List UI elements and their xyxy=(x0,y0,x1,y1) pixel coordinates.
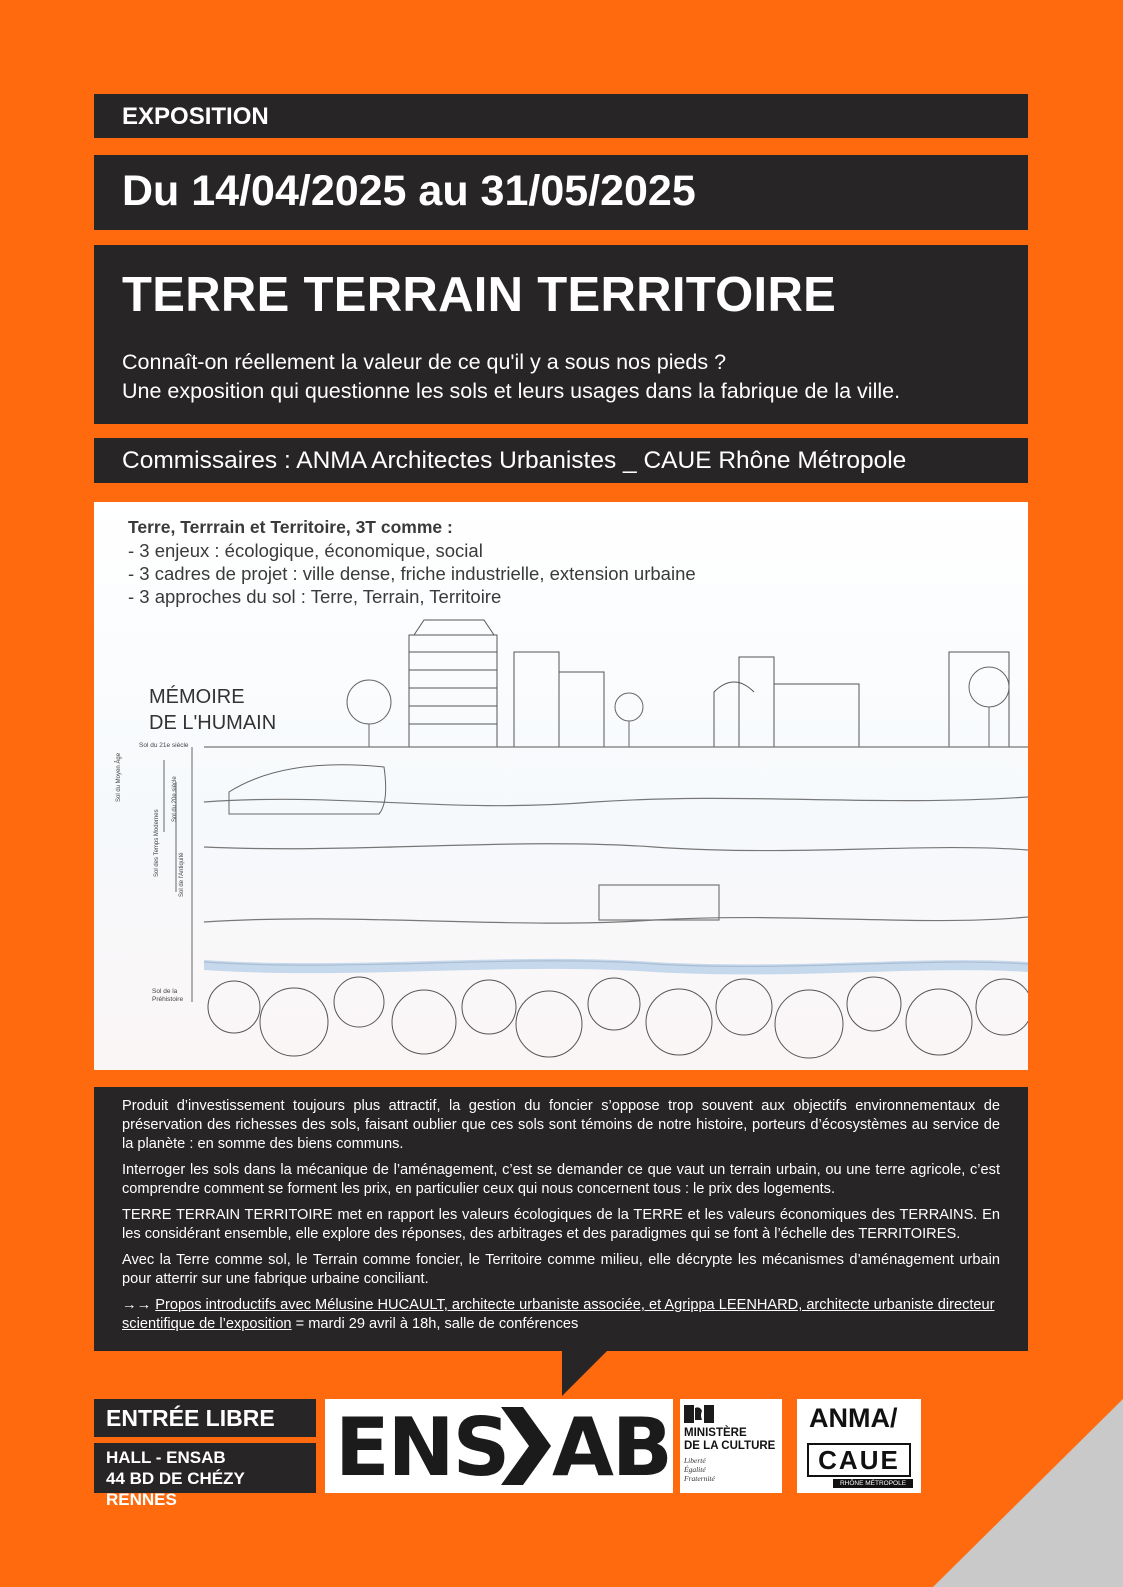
title-panel xyxy=(94,245,1028,424)
subtitle-line-2: Une exposition qui questionne les sols et leurs usages dans la fabrique de la ville. xyxy=(122,379,901,403)
ensab-logo-left: ENS xyxy=(335,1401,509,1494)
soil-section-illustration xyxy=(94,502,1028,1070)
event-link[interactable]: Propos introductifs avec Mélusine HUCAULT, architecte urbaniste associée, et Agrippa LEENHARD, architecte urbaniste directeur scientifique de l’exposition xyxy=(122,1297,995,1332)
description-paragraph: TERRE TERRAIN TERRITOIRE met en rapport les valeurs écologiques de la TERRE et les valeurs économiques des TERRAINS. En les considérant ensemble, elle explore des réponses, des arbitrages et des paradigmes qui se font à l’échelle des TERRITOIRES. xyxy=(122,1207,1000,1242)
strata-label: Sol du 20e siècle xyxy=(172,776,178,822)
ministere-line-1: MINISTÈRE xyxy=(684,1427,747,1439)
category-label: EXPOSITION xyxy=(122,103,269,130)
description-paragraph: Produit d’investissement toujours plus attractif, la gestion du foncier s’oppose trop souvent aux objectifs environnementaux de préservation des richesses des sols, faisant oublier que ces sols sont témoins de notre histoire, porteurs d’écosystèmes au service de la planète : en somme des biens communs. xyxy=(122,1098,1000,1152)
anma-logo: ANMA/ xyxy=(809,1403,898,1433)
republic-motto xyxy=(684,1456,715,1483)
intro-line: - 3 cadres de projet : ville dense, friche industrielle, extension urbaine xyxy=(128,563,696,584)
ministere-line-2: DE LA CULTURE xyxy=(684,1440,776,1452)
event-line xyxy=(122,1296,1000,1334)
venue-line-2: 44 BD DE CHÉZY RENNES xyxy=(106,1469,245,1509)
venue-banner xyxy=(94,1443,316,1509)
double-arrow-icon: →→ xyxy=(122,1297,152,1313)
subtitle-line-1: Connaît-on réellement la valeur de ce qu'il y a sous nos pieds ? xyxy=(122,350,727,374)
memory-caption xyxy=(149,684,276,736)
strata-label: Sol du 21e siècle xyxy=(139,742,189,749)
curators-banner xyxy=(94,438,1028,483)
exhibition-title: TERRE TERRAIN TERRITOIRE xyxy=(122,268,837,322)
intro-block xyxy=(128,516,696,608)
strata-label: Sol du Moyen Âge xyxy=(116,752,122,802)
strata-label: Sol des Temps Modernes xyxy=(154,809,160,877)
dates-banner xyxy=(94,155,1028,230)
curators-label: Commissaires : ANMA Architectes Urbanistes _ CAUE Rhône Métropole xyxy=(122,447,907,474)
motto-word: Liberté xyxy=(684,1456,706,1465)
intro-line: - 3 approches du sol : Terre, Terrain, Territoire xyxy=(128,586,502,607)
ensab-arrow-icon xyxy=(501,1407,551,1485)
memory-caption-line-2: DE L'HUMAIN xyxy=(149,712,277,734)
description-paragraph: Interroger les sols dans la mécanique de l’aménagement, c’est se demander ce que vaut un terrain urbain, ou une terre agricole, c’est comprendre comment se forment les prix, en particulier ceux qui nous concernent tous : le prix des logements. xyxy=(122,1162,1000,1197)
ensab-logo xyxy=(325,1399,673,1493)
memory-caption-line-1: MÉMOIRE xyxy=(149,686,245,708)
free-entry-banner xyxy=(94,1399,316,1437)
description-paragraph: Avec la Terre comme sol, le Terrain comme foncier, le Territoire comme milieu, elle décrypte les mécanismes d’aménagement urbain pour atterrir sur une fabrique urbaine conciliant. xyxy=(122,1252,1000,1287)
dates-label: Du 14/04/2025 au 31/05/2025 xyxy=(122,167,696,215)
ministere-name xyxy=(684,1427,775,1453)
marianne-flag-icon xyxy=(684,1405,714,1423)
motto-word: Égalité xyxy=(684,1465,706,1474)
ensab-logo-right: AB xyxy=(552,1401,671,1494)
intro-title: Terre, Terrrain et Territoire, 3T comme : xyxy=(128,517,453,537)
description-panel xyxy=(94,1087,1028,1351)
motto-word: Fraternité xyxy=(684,1474,715,1483)
event-date: = mardi 29 avril à 18h, salle de conférences xyxy=(291,1316,579,1332)
venue-line-1: HALL - ENSAB xyxy=(106,1448,226,1467)
free-entry-label: ENTRÉE LIBRE xyxy=(106,1405,275,1431)
ministere-culture-logo xyxy=(680,1399,782,1493)
partner-logos xyxy=(797,1399,921,1493)
category-banner xyxy=(94,94,1028,138)
intro-line: - 3 enjeux : écologique, économique, social xyxy=(128,540,483,561)
speech-pointer xyxy=(562,1350,608,1396)
caue-logo: CAUE xyxy=(807,1443,911,1477)
strata-label: Sol de l'Antiquité xyxy=(179,852,185,897)
caue-subtitle: RHÔNE MÉTROPOLE xyxy=(833,1479,913,1488)
strata-label: Sol de la Préhistoire xyxy=(152,988,184,1003)
